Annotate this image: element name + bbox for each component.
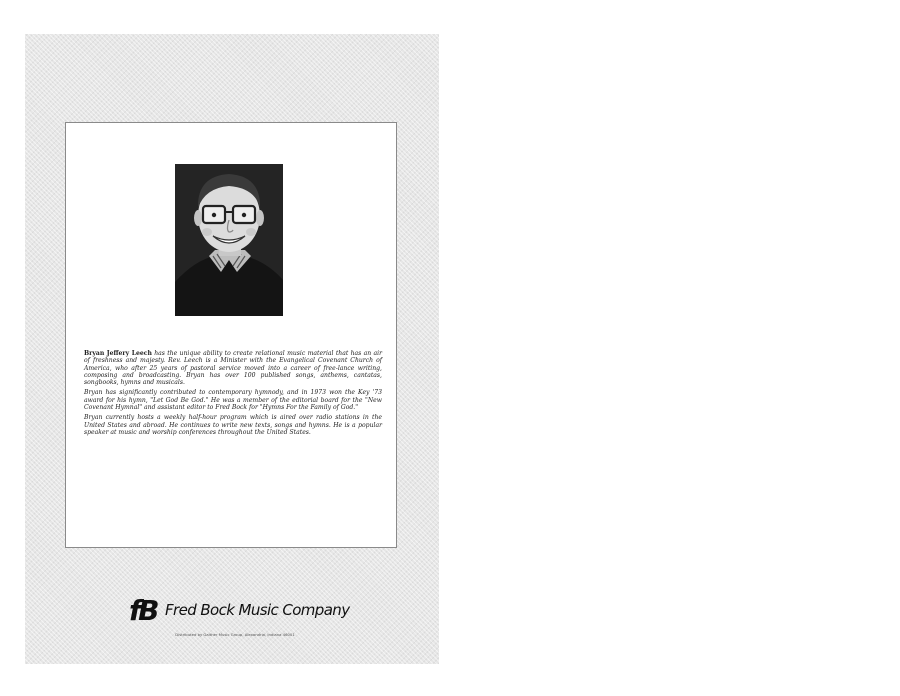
author-photo <box>175 164 283 316</box>
distributor-line: Distributed by Gaither Music Group, Alexandria, Indiana 46001 <box>175 632 295 637</box>
author-name: Bryan Jeffery Leech <box>84 350 152 357</box>
bio-paragraph-3: Bryan currently hosts a weekly half-hour program which is aired over radio stations in the United States and abroad. He continues to write new texts, songs and hymns. He is a popular speaker at music and worship conferences throughout the United States. <box>84 414 382 436</box>
bio-paragraph-2: Bryan has significantly contributed to contemporary hymnody, and in 1973 won the Key '73 award for his hymn, "Let God Be God." He was a member of the editorial board for the "New Covenant Hymnal" and assistant editor to Fred Bock for "Hymns For the Family of God." <box>84 389 382 412</box>
publisher-logo-mark: fB <box>129 594 157 627</box>
publisher-name: Fred Bock Music Company <box>165 601 350 619</box>
author-portrait-image <box>175 164 283 316</box>
back-cover <box>25 34 439 664</box>
bio-paragraph-1 <box>84 350 382 386</box>
bio-panel <box>65 122 397 548</box>
bio-paragraph-1-text: has the unique ability to create relational music material that has an air of freshness and majesty. Rev. Leech is a Minister with the Evangelical Covenant Church of America, who after 25 years of pastoral service moved into a career of free-lance writing, composing and broadcasting. Bryan has over 100 published songs, anthems, cantatas, songbooks, hymns and musicals. <box>84 350 382 387</box>
publisher-logo <box>129 594 350 627</box>
author-bio <box>84 350 382 439</box>
